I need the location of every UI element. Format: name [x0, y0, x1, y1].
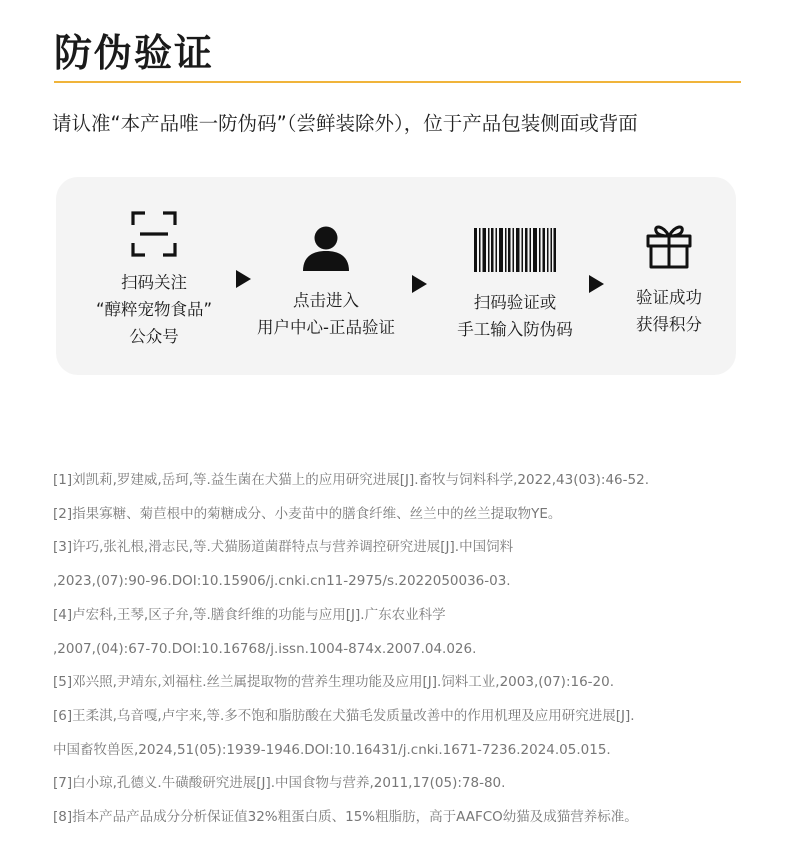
reference-item: ,2007,(04):67-70.DOI:10.16768/j.issn.1004-874x.2007.04.026.	[53, 640, 477, 657]
reference-item: 中国畜牧兽医,2024,51(05):1939-1946.DOI:10.16431/j.cnki.1671-7236.2024.05.015.	[53, 741, 611, 758]
reference-item: [7]白小琼,孔德义.牛磺酸研究进展[J].中国食物与营养,2011,17(05):78-80.	[53, 775, 506, 792]
step-user-center-line-2: 用户中心-正品验证	[257, 318, 395, 337]
reference-item: [8]指本产品产品成分分析保证值32%粗蛋白质、15%粗脂肪，高于AAFCO幼猫及成猫营养标准。	[53, 809, 638, 826]
intro-text: 请认准“本产品唯一防伪码”（尝鲜装除外），位于产品包装侧面或背面	[52, 112, 638, 135]
step-barcode	[427, 228, 603, 343]
reference-item: [5]邓兴照,尹靖东,刘福柱.丝兰属提取物的营养生理功能及应用[J].饲料工业,2003,(07):16-20.	[53, 674, 615, 691]
step-scan-label	[70, 269, 238, 350]
step-barcode-line-2: 手工输入防伪码	[457, 320, 573, 339]
step-user-center	[234, 224, 418, 341]
page-title: 防伪验证	[54, 31, 215, 75]
step-scan-line-1: 扫码关注	[121, 273, 187, 292]
step-reward	[611, 221, 727, 338]
step-user-center-label	[234, 287, 418, 341]
reference-item: [3]许巧,张礼根,滑志民,等.犬猫肠道菌群特点与营养调控研究进展[J].中国饲料	[53, 539, 514, 556]
step-scan	[70, 210, 238, 350]
reference-item: [2]指果寡糖、菊苣根中的菊糖成分、小麦苗中的膳食纤维、丝兰中的丝兰提取物YE。	[53, 505, 562, 522]
gift-icon	[646, 221, 692, 269]
step-reward-label	[611, 284, 727, 338]
title-divider	[54, 81, 741, 83]
step-reward-line-2: 获得积分	[636, 315, 702, 334]
step-scan-line-3: 公众号	[129, 327, 179, 346]
step-arrow-3	[589, 275, 604, 293]
step-reward-line-1: 验证成功	[636, 288, 702, 307]
reference-item: ,2023,(07):90-96.DOI:10.15906/j.cnki.cn11-2975/s.2022050036-03.	[53, 573, 511, 590]
references-list	[53, 464, 649, 835]
user-icon	[301, 224, 351, 272]
verification-steps-panel	[56, 177, 736, 375]
step-scan-line-2: “醇粹宠物食品”	[95, 300, 213, 319]
step-user-center-line-1: 点击进入	[293, 291, 359, 310]
step-arrow-2	[412, 275, 427, 293]
barcode-icon	[474, 228, 556, 272]
reference-item: [1]刘凯莉,罗建威,岳珂,等.益生菌在犬猫上的应用研究进展[J].畜牧与饲料科学,2022,43(03):46-52.	[53, 472, 649, 488]
reference-item: [4]卢宏科,王琴,区子弁,等.膳食纤维的功能与应用[J].广东农业科学	[53, 606, 446, 623]
scan-icon	[130, 210, 178, 258]
step-barcode-line-1: 扫码验证或	[473, 293, 557, 312]
reference-item: [6]王柔淇,乌音嘎,卢宇来,等.多不饱和脂肪酸在犬猫毛发质量改善中的作用机理及应用研究进展[J].	[53, 707, 635, 724]
step-barcode-label	[427, 289, 603, 343]
